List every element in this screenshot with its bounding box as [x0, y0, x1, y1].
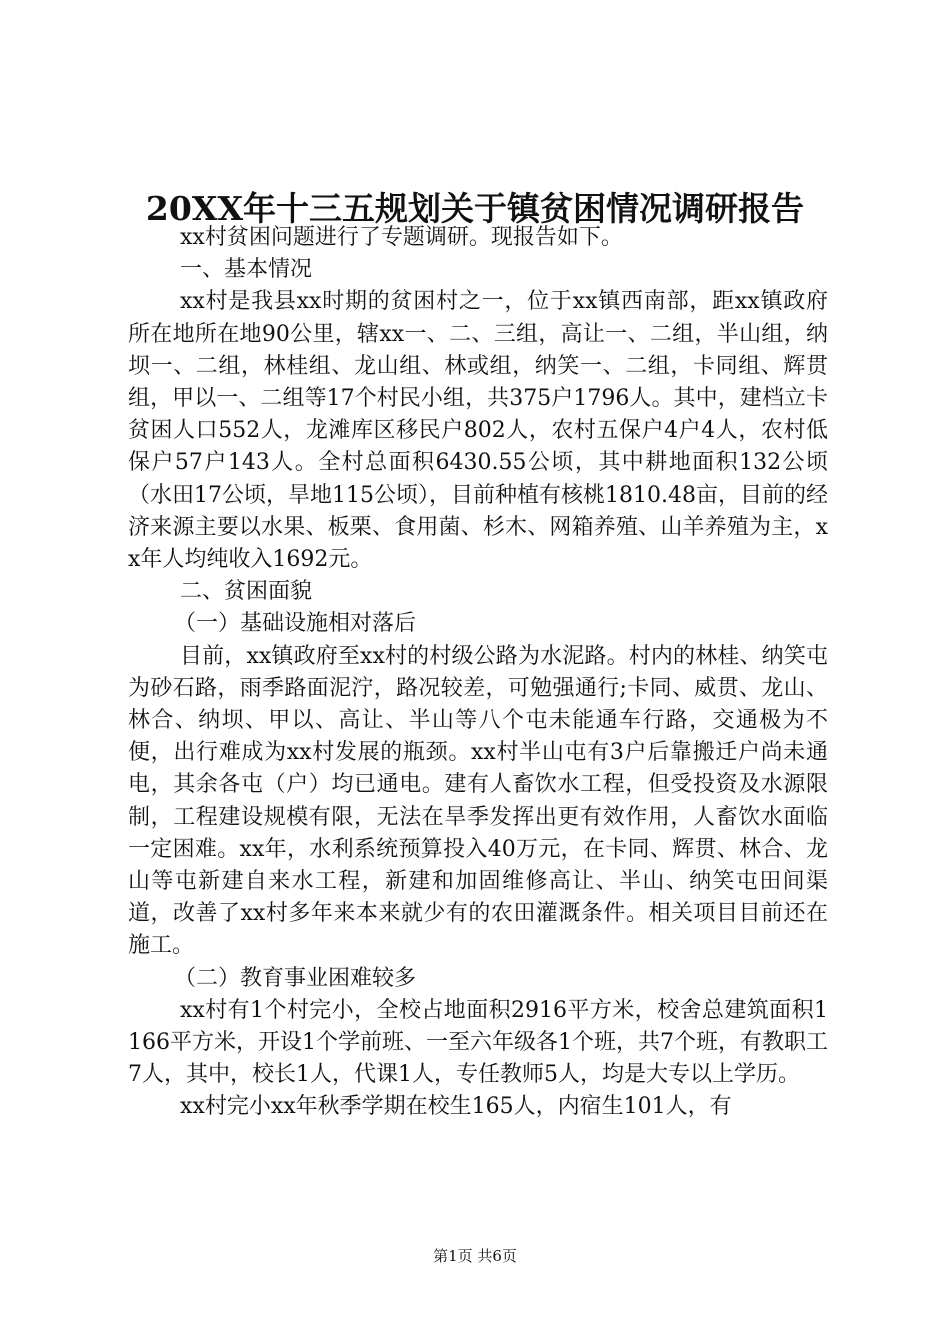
paragraph-infrastructure: 目前，xx镇政府至xx村的村级公路为水泥路。村内的林桂、纳笑屯为砂石路，雨季路面泥泞，路况较差，可勉强通行;卡同、威贯、龙山、林合、纳坝、甲以、高让、半山等八个屯未能通车行路，交通极为不便，出行难成为xx村发展的瓶颈。xx村半山屯有3户后靠搬迁户尚未通电，其余各屯（户）均已通电。建有人畜饮水工程，但受投资及水源限制，工程建设规模有限，无法在旱季发挥出更有效作用，人畜饮水面临一定困难。xx年，水利系统预算投入40万元，在卡同、辉贯、林合、龙山等屯新建自来水工程，新建和加固维修高让、半山、纳笑屯田间渠道，改善了xx村多年来本来就少有的农田灌溉条件。相关项目目前还在施工。	[128, 643, 828, 959]
subheading-education: （二）教育事业困难较多	[174, 965, 417, 991]
section-heading-basic: 一、基本情况	[180, 257, 313, 283]
paragraph-intro: xx村贫困问题进行了专题调研。现报告如下。	[180, 225, 623, 250]
paragraph-basic-situation: xx村是我县xx时期的贫困村之一，位于xx镇西南部，距xx镇政府所在地所在地90公里，辖xx一、二、三组，高让一、二组，半山组，纳坝一、二组，林桂组、龙山组、林或组，纳笑一、二组，卡同组、辉贯组，甲以一、二组等17个村民小组，共375户1796人。其中，建档立卡贫困人口552人，龙滩库区移民户802人，农村五保户4户4人，农村低保户57户143人。全村总面积6430.55公顷，其中耕地面积132公顷（水田17公顷，旱地115公顷），目前种植有核桃1810.48亩，目前的经济来源主要以水果、板栗、食用菌、杉木、网箱养殖、山羊养殖为主，xx年人均纯收入1692元。	[128, 289, 828, 573]
section-heading-poverty: 二、贫困面貌	[180, 579, 313, 605]
page-footer: 第1页 共6页	[433, 1247, 517, 1265]
document-title: 20XX年十三五规划关于镇贫困情况调研报告	[145, 189, 805, 228]
subheading-infrastructure: （一）基础设施相对落后	[174, 611, 417, 637]
paragraph-school: xx村有1个村完小，全校占地面积2916平方米，校舍总建筑面积1166平方米，开设1个学前班、一至六年级各1个班，共7个班，有教职工7人，其中，校长1人，代课1人，专任教师5人，均是大专以上学历。	[128, 997, 828, 1088]
document-body	[128, 222, 828, 1124]
paragraph-students: xx村完小xx年秋季学期在校生165人，内宿生101人，有	[180, 1094, 732, 1120]
